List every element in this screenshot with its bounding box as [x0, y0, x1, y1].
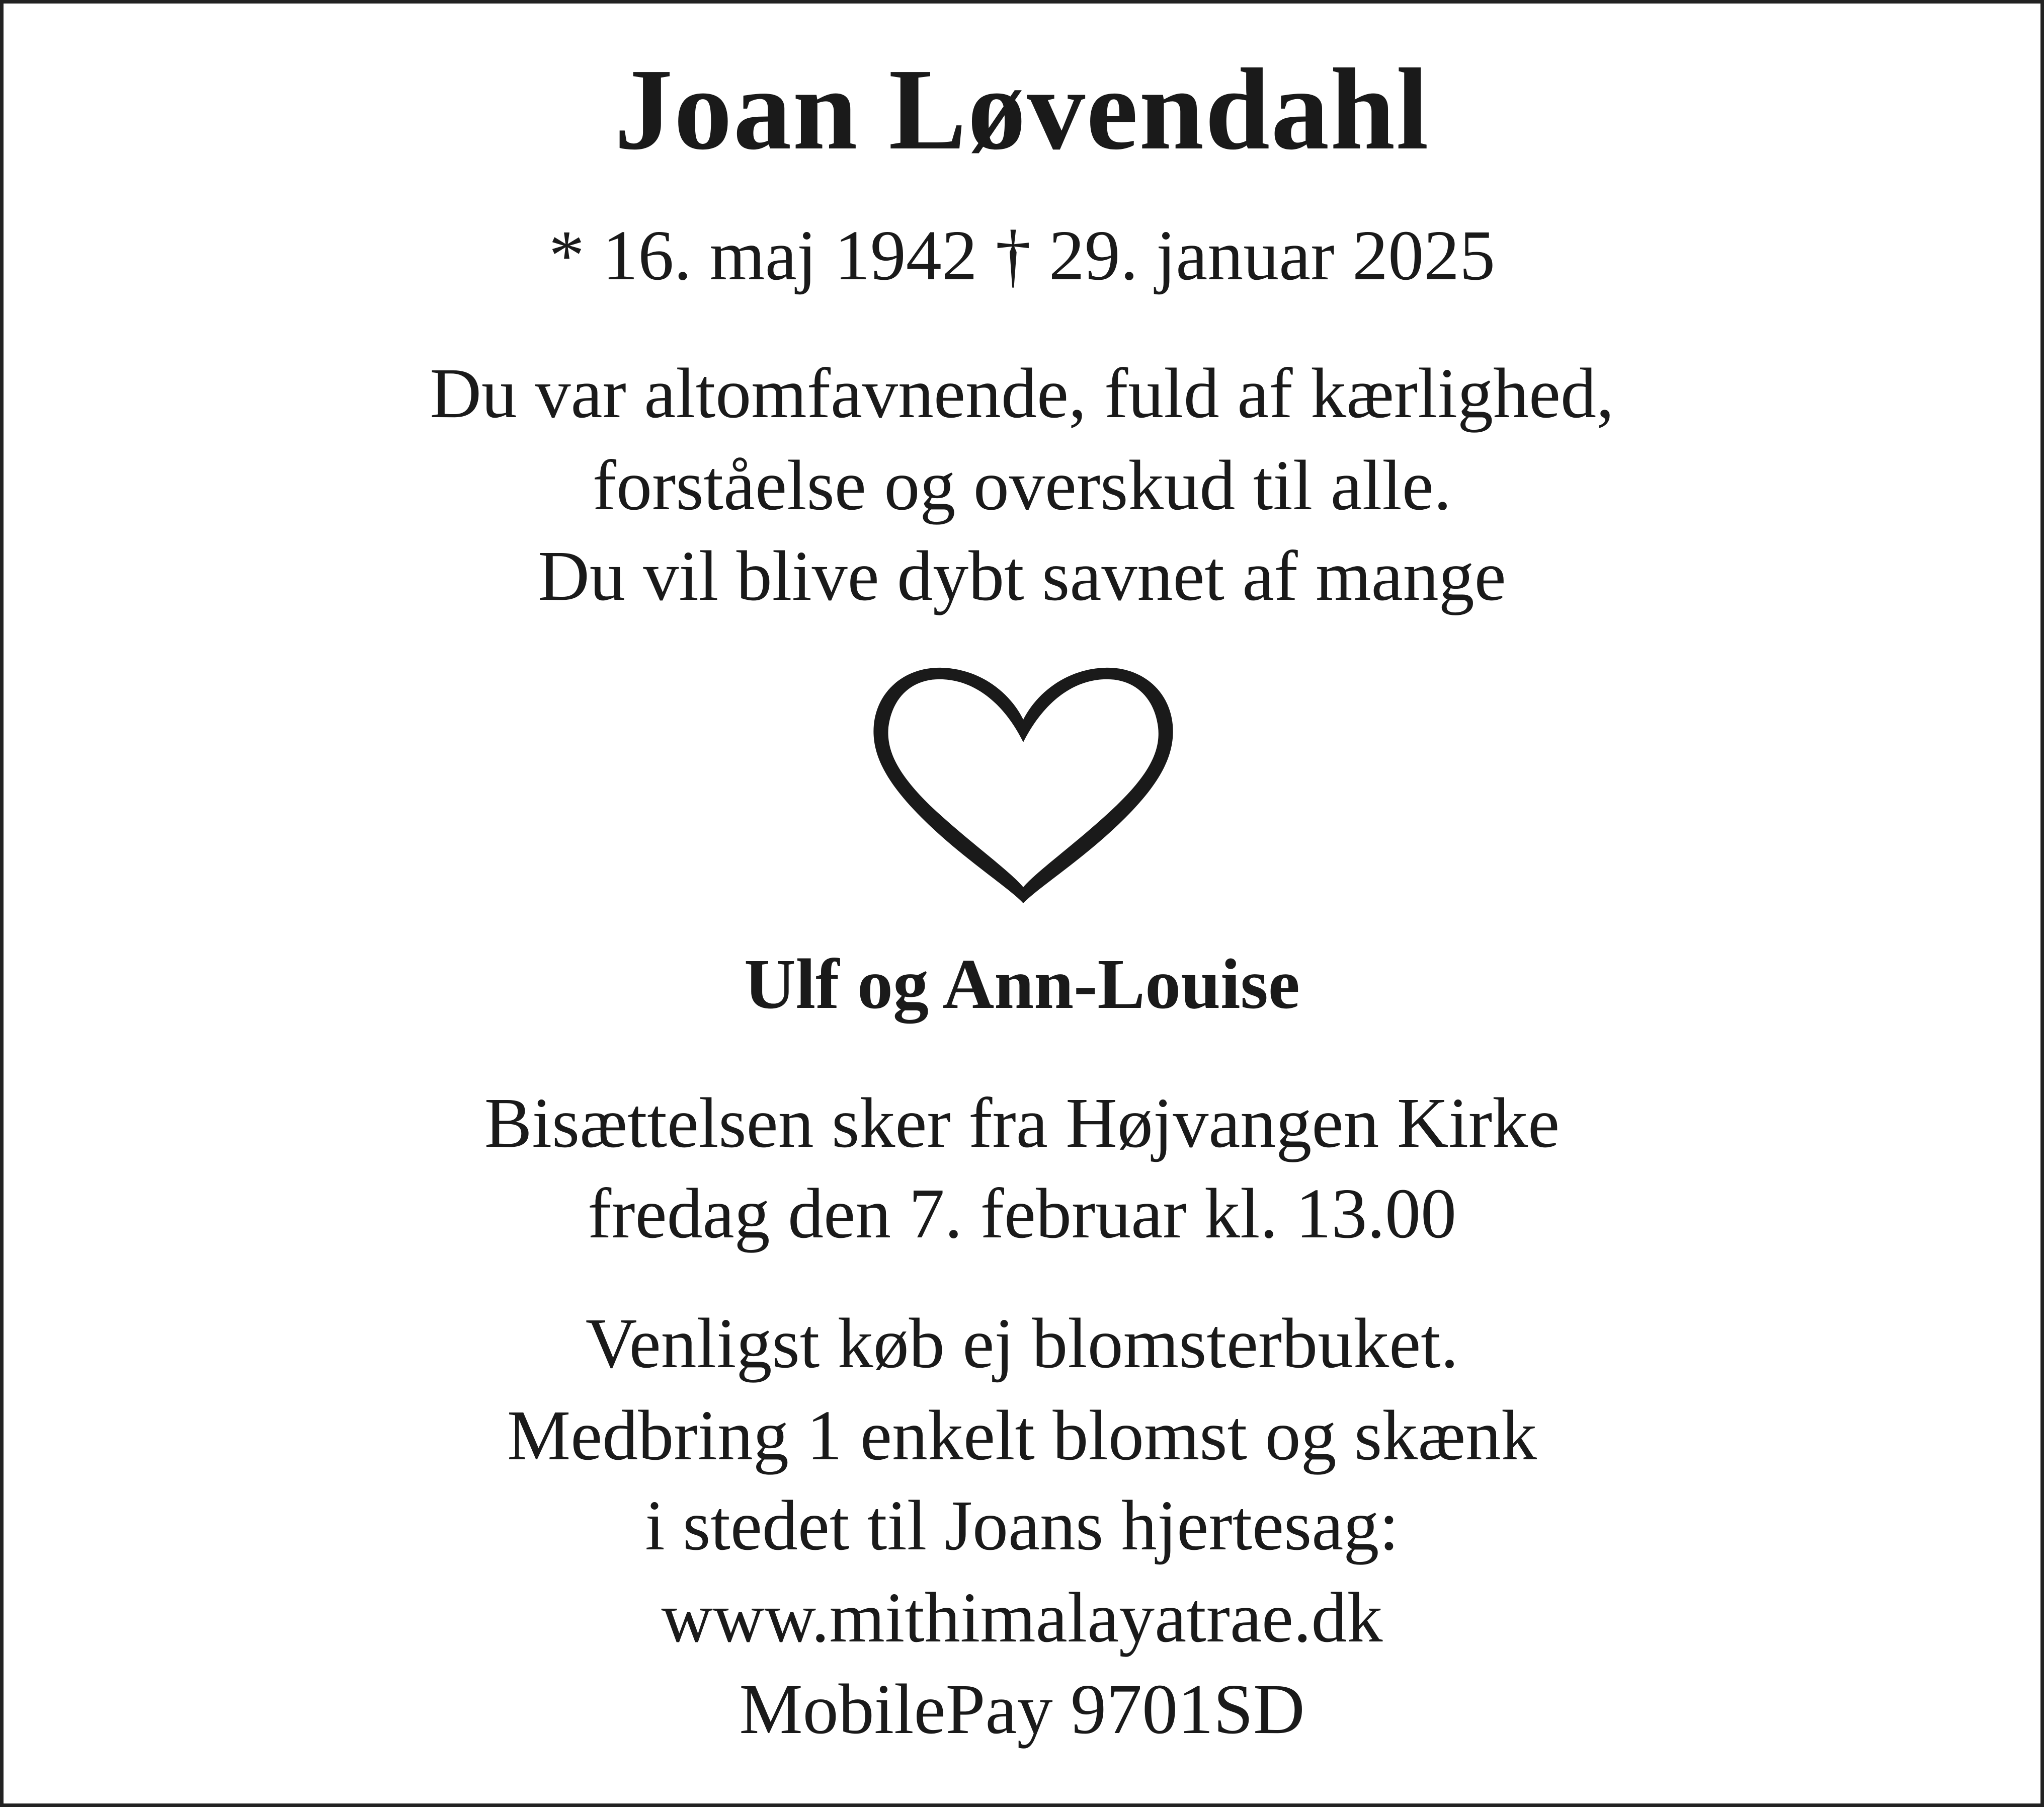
heart-icon: [871, 667, 1175, 903]
signers: Ulf og Ann-Louise: [744, 944, 1300, 1024]
request-line: Venligst køb ej blomsterbuket.: [585, 1303, 1459, 1383]
deceased-name: Joan Løvendahl: [614, 45, 1430, 174]
birth-death-dates: * 16. maj 1942 † 29. januar 2025: [548, 215, 1496, 295]
request-line: Medbring 1 enkelt blomst og skænk: [507, 1395, 1537, 1475]
verse-line: Du vil blive dybt savnet af mange: [538, 536, 1506, 615]
verse-line: Du var altomfavnende, fuld af kærlighed,: [430, 353, 1614, 433]
funeral-info-line: fredag den 7. februar kl. 13.00: [587, 1173, 1457, 1253]
mobilepay-number: MobilePay 9701SD: [739, 1669, 1305, 1749]
charity-website: www.mithimalayatrae.dk: [661, 1578, 1383, 1657]
funeral-info-line: Bisættelsen sker fra Højvangen Kirke: [484, 1083, 1560, 1162]
verse-line: forståelse og overskud til alle.: [592, 445, 1452, 525]
request-line: i stedet til Joans hjertesag:: [645, 1485, 1399, 1565]
